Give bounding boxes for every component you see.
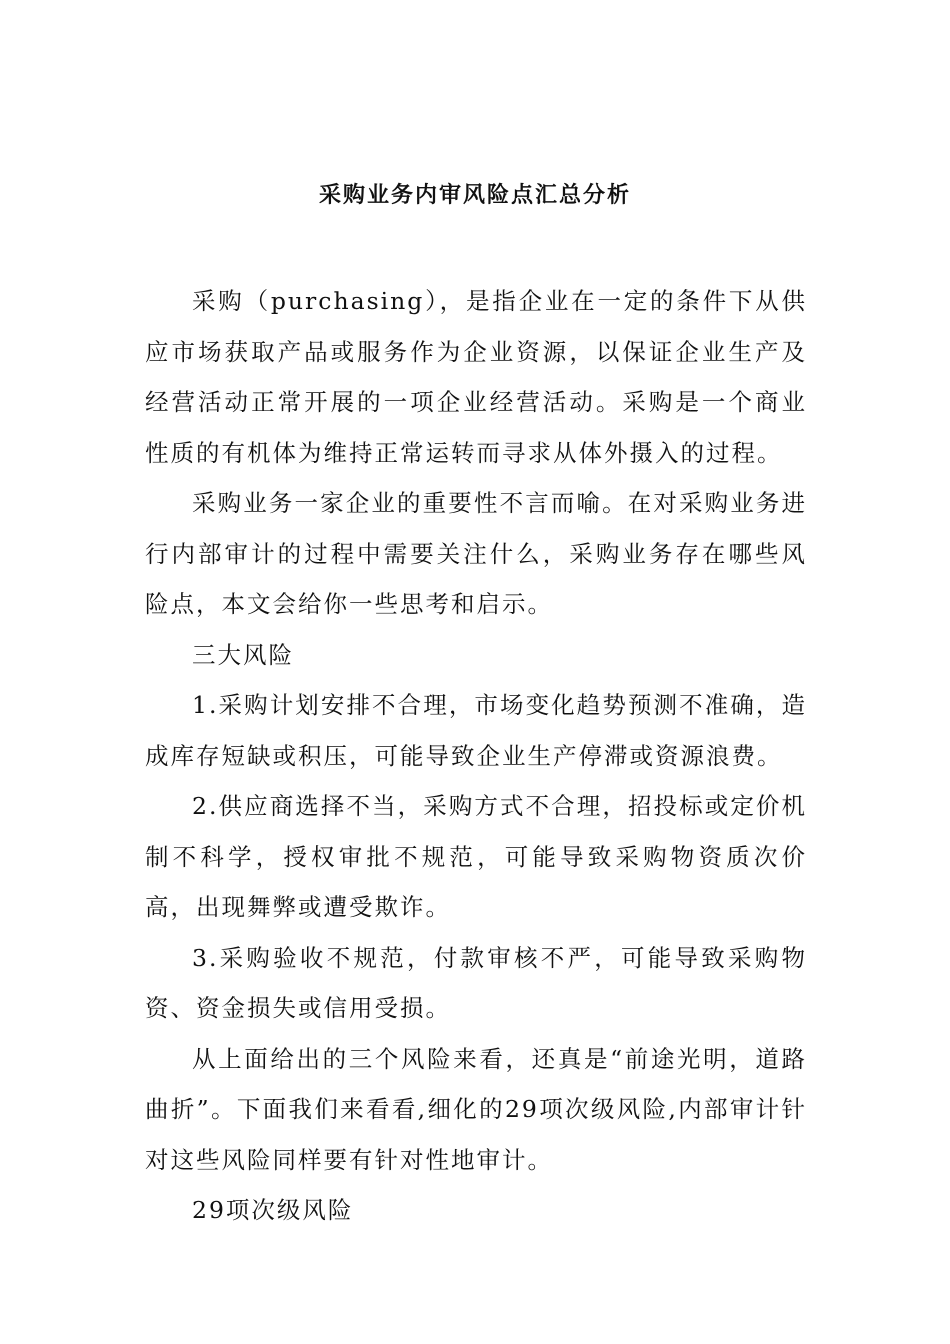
section-heading-29-risks: 29项次级风险 <box>192 1196 354 1224</box>
risk-item-3: 3.采购验收不规范，付款审核不严，可能导致采购物资、资金损失或信用受损。 <box>145 943 807 1022</box>
document-title: 采购业务内审风险点汇总分析 <box>318 181 631 208</box>
risk-item-2: 2.供应商选择不当，采购方式不合理，招投标或定价机制不科学，授权审批不规范，可能导致采购物资质次价高，出现舞弊或遭受欺诈。 <box>145 792 807 921</box>
section-heading-three-risks: 三大风险 <box>192 640 294 669</box>
paragraph-purchasing-importance: 采购业务一家企业的重要性不言而喻。在对采购业务进行内部审计的过程中需要关注什么，采购业务存在哪些风险点，本文会给你一些思考和启示。 <box>145 489 807 618</box>
paragraph-risk-summary: 从上面给出的三个风险来看，还真是“前途光明，道路曲折”。下面我们来看看,细化的29项次级风险,内部审计针对这些风险同样要有针对性地审计。 <box>145 1044 807 1174</box>
risk-item-1: 1.采购计划安排不合理，市场变化趋势预测不准确，造成库存短缺或积压，可能导致企业生产停滞或资源浪费。 <box>145 691 807 770</box>
paragraph-purchasing-definition: 采购（purchasing），是指企业在一定的条件下从供应市场获取产品或服务作为企业资源，以保证企业生产及经营活动正常开展的一项企业经营活动。采购是一个商业性质的有机体为维持正常运转而寻求从体外摄入的过程。 <box>145 287 807 467</box>
document-body <box>145 276 807 1236</box>
